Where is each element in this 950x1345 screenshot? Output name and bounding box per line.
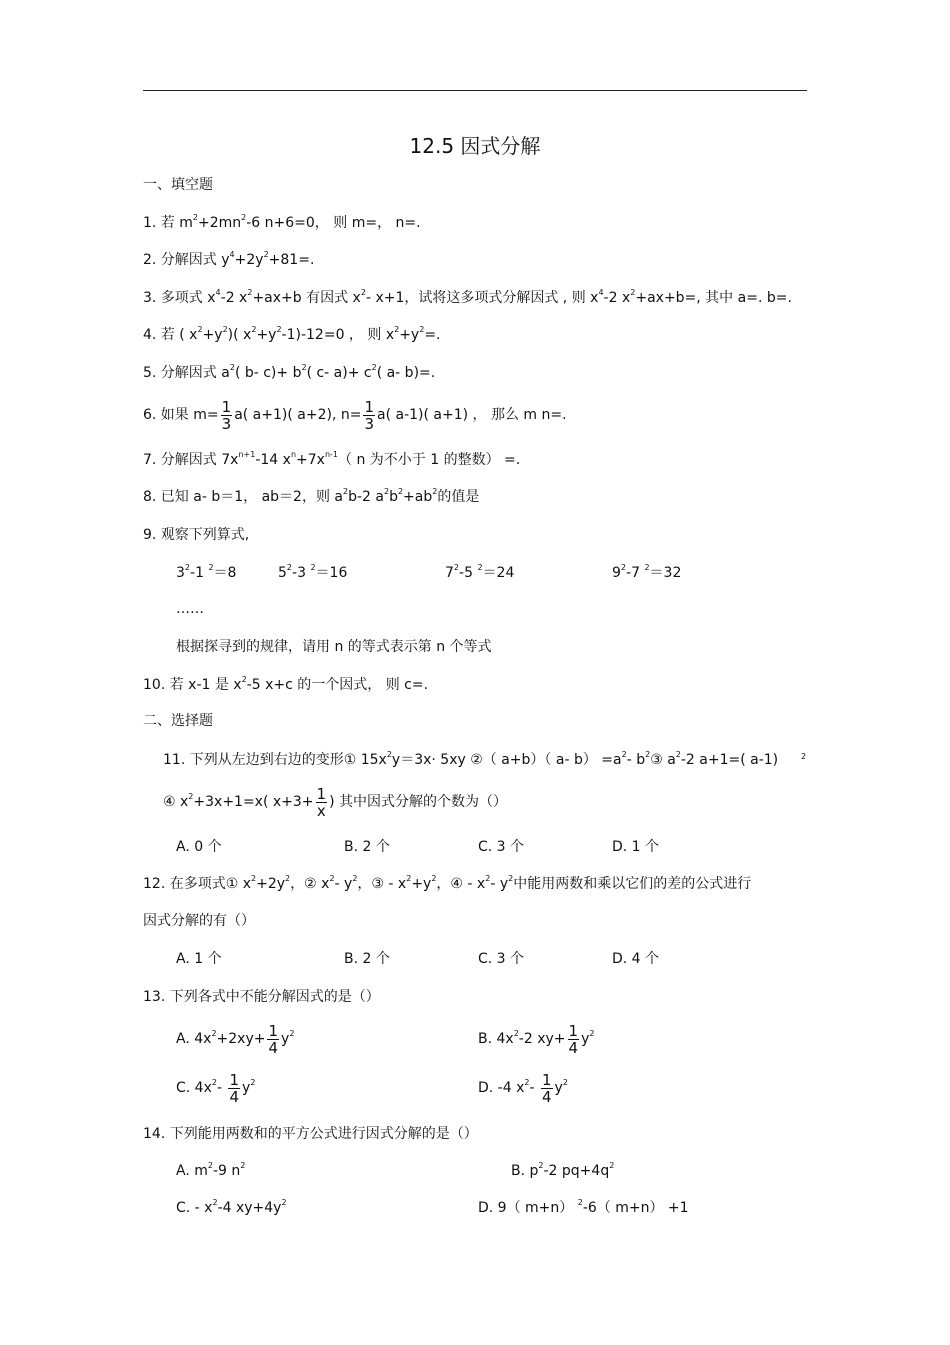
question-9: 9. 观察下列算式, — [143, 527, 250, 543]
question-14: 14. 下列能用两数和的平方公式进行因式分解的是（） — [143, 1126, 478, 1142]
question-7: 7. 分解因式 $7x^{n+1}-14$ $x^n+7x^{n-1}$（ n 为不小于 1 的整数） =. — [143, 450, 521, 468]
q14-option-a[interactable]: A. $m^2-9$ $n^2$ — [176, 1161, 246, 1179]
q11-option-d[interactable]: D. 1 个 — [612, 839, 660, 855]
question-1: 1. 若 $m^2+2mn^2-6$ n+6=0， 则 m=， n=. — [143, 213, 421, 231]
q11-option-b[interactable]: B. 2 个 — [344, 839, 390, 855]
question-9-instruction: 根据探寻到的规律，请用 n 的等式表示第 n 个等式 — [176, 639, 492, 655]
q12-option-b[interactable]: B. 2 个 — [344, 951, 390, 967]
q14-option-b[interactable]: B. $p^2-2$ $pq+4q^2$ — [511, 1161, 615, 1179]
question-4: 4. 若 ( $x^2+y^2$)( $x^2+y^2-1)-12=0$ ， 则 $x^2+y^2=$. — [143, 325, 441, 343]
q14-option-d[interactable]: D. 9（ m+n） $^2$-6（ m+n） +1 — [478, 1198, 689, 1216]
section-choice-heading: 二、选择题 — [143, 713, 213, 729]
question-12-continued: 因式分解的有（） — [143, 913, 255, 929]
fraction-one-quarter: $\frac{1}{4}$ — [268, 1021, 279, 1057]
q14-option-c[interactable]: C. - $x^2-4$ $xy+4y^2$ — [176, 1198, 287, 1216]
fraction-one-third: $\frac{1}{3}$ — [364, 397, 374, 433]
q13-option-d[interactable]: D. -4 $x^2-$ $\frac{1}{4}$ $y^2$ — [478, 1070, 568, 1106]
fraction-one-quarter: $\frac{1}{4}$ — [229, 1070, 240, 1106]
question-2: 2. 分解因式 $y^4+2y^2+81=$. — [143, 250, 315, 268]
question-11: 11. 下列从左边到右边的变形① $15x^2y=3x\cdot 5xy$ ②（ a+b）（ a- $b) =a^2-$ $b^2③$ $a^2-2$ a+1=( a-1) — [163, 750, 779, 768]
question-5: 5. 分解因式 $a^2$( b- $c)+ b^2$( c- $a)+ c^2$( a- b)=. — [143, 363, 436, 381]
q11-option-c[interactable]: C. 3 个 — [478, 839, 525, 855]
section-fill-in-heading: 一、填空题 — [143, 177, 213, 193]
q12-option-c[interactable]: C. 3 个 — [478, 951, 525, 967]
q12-option-d[interactable]: D. 4 个 — [612, 951, 660, 967]
question-12: 12. 在多项式① $x^2+2y^2$，② $x^2-$ $y^2$，③ - $x^2+y^2$，④ - $x^2-$ $y^2$中能用两数和乘以它们的差的公式进行 — [143, 874, 752, 892]
page-title: 12.5 因式分解 — [409, 134, 541, 158]
equation-9-3: $7^2-5$ $^2$＝24 — [445, 563, 515, 581]
equation-9-4: $9^2-7$ $^2$＝32 — [612, 563, 682, 581]
question-8: 8. 已知 a- b＝1， ab＝2，则 $a^2b-2$ $a^2b^2+ab^2$的值是 — [143, 487, 480, 505]
header-rule — [143, 90, 807, 91]
question-11-trailing-exponent: 2 — [801, 752, 807, 761]
q12-option-a[interactable]: A. 1 个 — [176, 951, 222, 967]
ellipsis: …… — [176, 601, 204, 617]
question-11-continued: ④ $x^2+3x+1=x$( x+3+ $\frac{1}{x}$ ) 其中因式分解的个数为（） — [163, 784, 508, 820]
q13-option-a[interactable]: A. $4x^2+2xy+$ $\frac{1}{4}$ $y^2$ — [176, 1021, 295, 1057]
equation-9-1: $3^2-1$ $^2$＝8 — [176, 563, 237, 581]
question-3: 3. 多项式 $x^4-2$ $x^2+ax+b$ 有因式 $x^2-$ x+1，试将这多项式分解因式 , 则 $x^4-2$ $x^2+ax+b=$, 其中 a=. b=. — [143, 288, 792, 306]
q13-option-b[interactable]: B. $4x^2-2$ xy+ $\frac{1}{4}$ $y^2$ — [478, 1021, 595, 1057]
fraction-one-third: $\frac{1}{3}$ — [221, 397, 232, 433]
fraction-one-quarter: $\frac{1}{4}$ — [541, 1070, 552, 1106]
question-6: 6. 如果 m= $\frac{1}{3}$ a( a+1)( a+2), n= $\frac{1}{3}$ a( a-1)( a+1) ， 那么 m n=. — [143, 397, 567, 433]
q11-option-a[interactable]: A. 0 个 — [176, 839, 222, 855]
question-13: 13. 下列各式中不能分解因式的是（） — [143, 989, 380, 1005]
fraction-one-over-x: $\frac{1}{x}$ — [316, 784, 327, 820]
question-10: 10. 若 x-1 是 $x^2-5$ x+c 的一个因式， 则 c=. — [143, 675, 429, 693]
fraction-one-quarter: $\frac{1}{4}$ — [568, 1021, 579, 1057]
q13-option-c[interactable]: C. $4x^2-$ $\frac{1}{4}$ $y^2$ — [176, 1070, 256, 1106]
equation-9-2: $5^2-3$ $^2$＝16 — [278, 563, 348, 581]
